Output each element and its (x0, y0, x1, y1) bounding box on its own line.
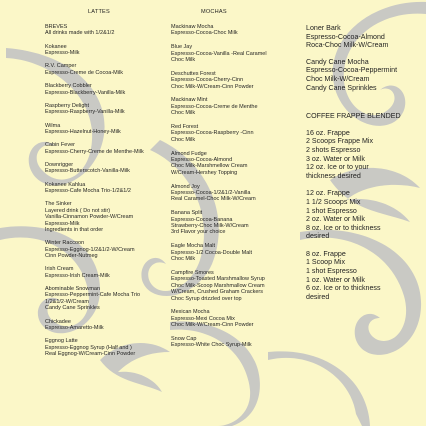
mocha-menu-item: Mackinaw Mint Espresso-Cocoa-Creme de Menthe Choc Milk (171, 97, 258, 117)
mocha-menu-item: Deschuttes Forest Espresso-Cocoa-Cherry-Cinn Choc Milk-W/Cream-Cinn Powder (171, 70, 254, 90)
lattes-list (45, 24, 165, 358)
mocha-menu-item: Banana Split Espresso-Cocoa-Banana Strawberry-Choc Milk-W/Cream 3rd Flavor your choice (171, 210, 249, 236)
latte-menu-item: R.V. Camper Espresso-Creme de Cocoa-Milk (45, 63, 123, 76)
swirl-right-low (268, 351, 370, 426)
lattes-column (45, 9, 165, 364)
special-menu-item: Candy Cane Mocha Espresso-Cocoa-Peppermint Choc Milk-W/Cream Candy Cane Sprinkles (306, 57, 398, 92)
lattes-heading: LATTES (88, 9, 110, 15)
special-menu-item: Loner Bark Espresso-Cocoa-Almond Roca-Choc Milk-W/Cream (306, 24, 389, 50)
frappe-size-item: 16 oz. Frappe 2 Scoops Frappe Mix 2 shots Espresso 3 oz. Water or Milk 12 oz. Ice or to your thickness desired (306, 128, 374, 180)
latte-menu-item: Irish Cream Espresso-Irish Cream-Milk (45, 266, 110, 279)
mocha-menu-item: Mexican Mocha Espresso-Mexi Cocoa Mix Choc Milk-W/Cream-Cinn Powder (171, 309, 254, 329)
mocha-menu-item: Red Forest Espresso-Cocoa-Raspberry -Cinn Choc Milk (171, 124, 254, 143)
latte-menu-item: Kokanee Espresso-Milk (45, 43, 80, 57)
latte-menu-item: Blackberry Cobbler Espresso-Blackberry-Vanilla-Milk (45, 83, 126, 96)
mocha-menu-item: Blue Jay Espresso-Cocoa-Vanilla -Real Caramel Choc Milk (171, 44, 267, 64)
latte-menu-item: Winter Raccoon Espresso-Eggnog-1/2&1/2-W/Cream Cinn Powder-Nutmeg (45, 240, 135, 260)
frappe-heading: COFFEE FRAPPE BLENDED (306, 112, 401, 121)
frappe-size-item: 8 oz. Frappe 1 Scoop Mix 1 shot Espresso 1 oz. Water or Milk 6 oz. Ice or to thickness desired (306, 249, 381, 301)
mocha-menu-item: Almond Fudge Espresso-Cocoa-Almond Choc Milk-Marshmellow Cream W/Cream-Hershey Topping (171, 150, 248, 176)
mocha-menu-item: Eagle Mocha Malt Espresso-1/2 Cocoa-Double Malt Choc Milk (171, 243, 253, 263)
frappe-size-item: 12 oz. Frappe 1 1/2 Scoops Mix 1 shot Espresso 2 oz. Water or Milk 8 oz. Ice or to thickness desired (306, 189, 381, 241)
latte-menu-item: The Sinker Layered drink ( Do not stir) Vanilla-Cinnamon Powder-W/Cream Espresso-Milk Ingredients in that order (45, 201, 134, 233)
latte-menu-item: Abominable Snowman Espresso-Peppermint-Cafe Mocha Trio 1/2&1/2-W/Cream Candy Cane Sprinkles (45, 286, 141, 312)
mochas-list (171, 24, 291, 349)
latte-menu-item: Chickadee Espresso-Amaretto-Milk (45, 318, 104, 331)
mocha-menu-item: Snow Cap Espresso-White Choc Syrup-Milk (171, 335, 252, 349)
specials-list (306, 24, 424, 92)
right-column (306, 24, 424, 310)
mocha-menu-item: Almond Joy Espresso-Cocoa-1/2&1/2-Vanilla Real Caramel-Choc Milk-W/Cream (171, 183, 256, 203)
mochas-heading: MOCHAS (201, 9, 227, 15)
latte-menu-item: Eggnog Latte Espresso-Eggnog Syrup (Half and ) Real Eggnog-W/Cream-Cinn Powder (45, 338, 136, 358)
mocha-menu-item: Mackinaw Mocha Espresso-Cocoa-Choc Milk (171, 24, 238, 37)
frappe-list (306, 129, 424, 302)
latte-menu-item: BREVES All drinks made with 1/2&1/2 (45, 24, 115, 37)
latte-menu-item: Raspberry Delight Espresso-Raspberry-Vanilla-Milk (45, 102, 125, 116)
latte-menu-item: Kokanee Kahlua Espresso-Cafe Mocha Trio-1/2&1/2 (45, 181, 131, 195)
mocha-menu-item: Campfire Smores Espresso-Toasted Marshmallow Syrup Choc Milk-Scoop Marshmallow Cream W/Cream, Crushed Graham Crackers Choc Syrup drizzled over top (171, 269, 265, 302)
mochas-column (171, 9, 291, 356)
latte-menu-item: Wilma Espresso-Hazelnut-Honey-Milk (45, 122, 121, 135)
latte-menu-item: Downrigger Espresso-Butterscotch-Vanilla-Milk (45, 161, 130, 175)
latte-menu-item: Cabin Fever Espresso-Cherry-Creme de Menthe-Milk (45, 142, 144, 155)
